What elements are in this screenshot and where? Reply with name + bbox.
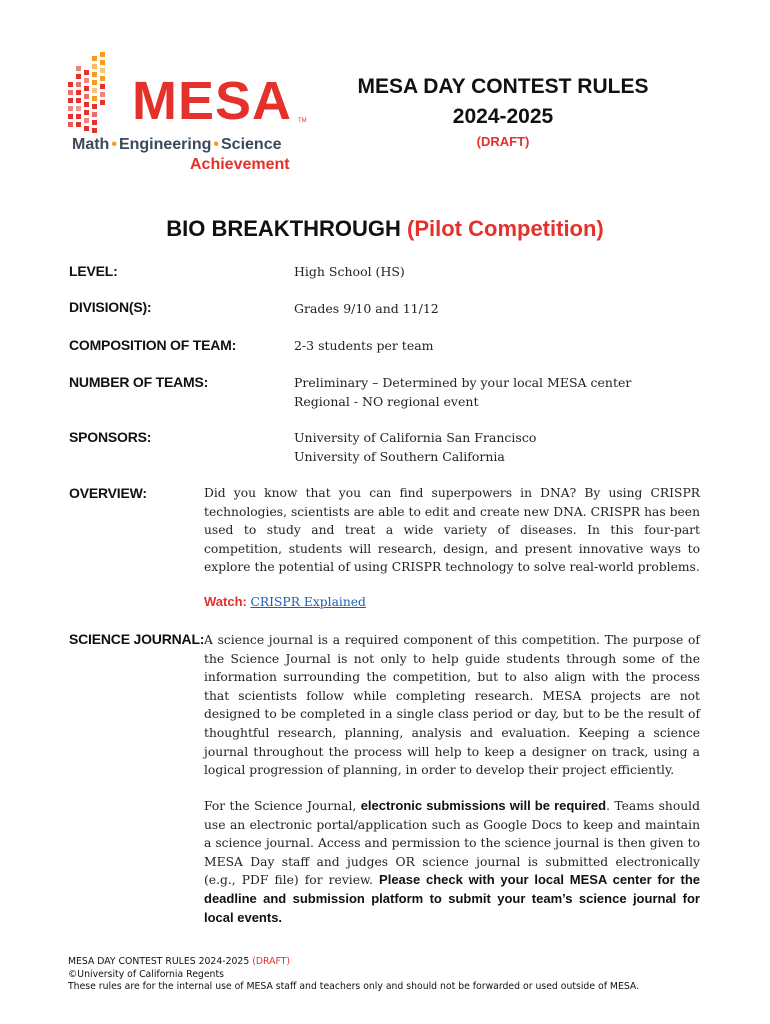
level-label: LEVEL: bbox=[69, 263, 118, 279]
mesa-building-icon bbox=[66, 52, 132, 136]
logo-wordmark: MESA bbox=[132, 71, 293, 131]
journal-label: SCIENCE JOURNAL: bbox=[69, 631, 205, 647]
teams-label: NUMBER OF TEAMS: bbox=[69, 374, 209, 390]
footer bbox=[68, 956, 639, 994]
sponsor-ucsf: University of California San Francisco bbox=[294, 430, 537, 445]
sponsor-usc: University of Southern California bbox=[294, 449, 505, 464]
competition-title bbox=[0, 216, 770, 242]
journal-p2-intro: For the Science Journal, bbox=[204, 799, 361, 813]
footer-title-line bbox=[68, 956, 639, 969]
document-title: MESA DAY CONTEST RULES bbox=[357, 75, 649, 98]
journal-p2-required: electronic submissions will be required bbox=[360, 798, 607, 813]
mesa-logo bbox=[66, 52, 316, 177]
tagline-separator: • bbox=[111, 136, 117, 153]
overview-label: OVERVIEW: bbox=[69, 485, 147, 501]
overview-text: Did you know that you can find superpowers in DNA? By using CRISPR technologies, scientists are able to edit and create new DNA. CRISPR has been used to study and treat a wide variety of diseases. In this four-part competition, students will research, design, and present innovative ways to explore the potential of using CRISPR technology to solve real-world problems. bbox=[204, 486, 700, 575]
pilot-label: (Pilot Competition) bbox=[407, 216, 604, 241]
tagline-science: Science bbox=[221, 136, 282, 153]
footer-copyright: ©University of California Regents bbox=[68, 968, 224, 980]
document-year: 2024-2025 bbox=[452, 105, 554, 128]
logo-achievement: Achievement bbox=[190, 156, 290, 173]
teams-regional: Regional - NO regional event bbox=[294, 394, 479, 409]
sponsors-value bbox=[294, 428, 536, 466]
sponsors-label: SPONSORS: bbox=[69, 429, 152, 445]
journal-p2-deadline: Please check with your local MESA center for the deadline and submission platform to submit your team’s science journal for local events. bbox=[204, 872, 701, 925]
composition-value: 2-3 students per team bbox=[294, 338, 434, 353]
watch-label: Watch: bbox=[204, 594, 247, 609]
tagline-math: Math bbox=[72, 136, 110, 153]
tagline-engineering: Engineering bbox=[118, 136, 212, 153]
footer-disclaimer: These rules are for the internal use of MESA staff and teachers only and should not be forwarded or used outside of MESA. bbox=[68, 981, 640, 992]
crispr-explained-link[interactable]: CRISPR Explained bbox=[250, 595, 366, 609]
division-value: Grades 9/10 and 11/12 bbox=[294, 301, 439, 316]
level-value: High School (HS) bbox=[294, 264, 405, 279]
journal-paragraph-2 bbox=[204, 797, 700, 927]
division-label: DIVISION(S): bbox=[69, 299, 152, 315]
journal-p2-body: . Teams should use an electronic portal/application such as Google Docs to keep and maintain a science journal. Access and permission to the science journal is then given to MESA Day staff and judges OR science journal is submitted electronically (e.g., PDF file) for review. bbox=[204, 799, 700, 888]
footer-title: MESA DAY CONTEST RULES 2024-2025 bbox=[68, 956, 250, 967]
composition-label: COMPOSITION OF TEAM: bbox=[69, 337, 237, 353]
draft-label: (DRAFT) bbox=[476, 134, 530, 149]
journal-paragraph-1: A science journal is a required component of this competition. The purpose of the Science Journal is not only to help guide students through some of the information surrounding the competition, but to also align with the process that scientists follow while completing research. MESA projects are not designed to be completed in a single class period or day, but to be the result of thoughtful research, planning, analysis and evaluation. Keeping a science journal throughout the process will help to keep a designer on track, using a logical progression of planning, in order to develop their project efficiently. bbox=[204, 633, 700, 778]
logo-tagline bbox=[72, 136, 281, 154]
document-header bbox=[330, 74, 676, 149]
logo-trademark: TM bbox=[298, 118, 307, 124]
competition-name: BIO BREAKTHROUGH bbox=[166, 216, 401, 241]
footer-draft: (DRAFT) bbox=[252, 956, 290, 967]
teams-value bbox=[294, 373, 631, 411]
teams-preliminary: Preliminary – Determined by your local MESA center bbox=[294, 375, 632, 390]
watch-line bbox=[204, 594, 366, 609]
tagline-separator: • bbox=[213, 136, 219, 153]
